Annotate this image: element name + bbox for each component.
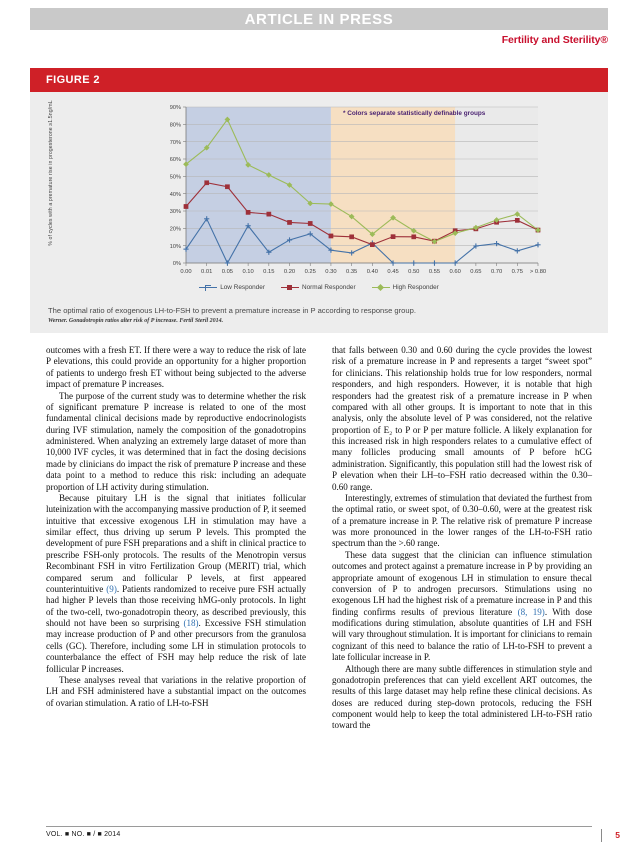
x-axis-tick-label: 0.25 bbox=[304, 269, 316, 275]
y-axis-tick-label: 50% bbox=[169, 174, 181, 181]
y-axis-tick-label: 10% bbox=[169, 243, 181, 250]
data-point bbox=[391, 235, 395, 239]
data-point bbox=[350, 235, 354, 239]
legend-swatch-icon bbox=[372, 284, 390, 291]
right-text-column bbox=[332, 345, 592, 732]
x-axis-tick-label: 0.55 bbox=[428, 269, 441, 275]
figure-body bbox=[30, 92, 608, 333]
y-axis-tick-label: 80% bbox=[169, 122, 181, 129]
chart bbox=[30, 98, 608, 303]
data-point bbox=[412, 235, 416, 239]
chart-band-high-ratio-group bbox=[455, 107, 538, 263]
chart-plot-area bbox=[30, 98, 608, 303]
y-axis-tick-label: 20% bbox=[169, 226, 181, 233]
x-axis-tick-label: 0.15 bbox=[263, 269, 275, 275]
citation-link[interactable]: (18) bbox=[183, 618, 199, 628]
legend-item-high-responder[interactable] bbox=[372, 284, 439, 291]
citation-link[interactable]: (8, 19) bbox=[517, 606, 545, 617]
left-text-column bbox=[46, 345, 306, 732]
y-axis-tick-label: 0% bbox=[172, 261, 181, 268]
x-axis-tick-label: 0.00 bbox=[180, 269, 192, 275]
chart-annotation-text: * Colors separate statistically definable groups bbox=[342, 110, 486, 117]
paragraph: These data suggest that the clinician can influence stimulation outcomes and protect against a premature increase in P by providing an appropriate amount of exogenous LH in stimulation to ensure thecal conversion of P to androgen precursors. Stimulations using no exogenous LH had the highest risk of a premature increase in P and this finding confirms results of previous literature (8, 19). With dose modifications during stimulation, absolute quantities of LH and FSH will vary throughout stimulation. It is important for clinicians to remain cognizant of this need to balance the ratio of LH-to-FSH to prevent a late follicular increase in P. bbox=[332, 549, 593, 663]
paragraph: that falls between 0.30 and 0.60 during the cycle provides the lowest risk of a premature increase in P and represents a target “sweet spot” for clinicians. This relationship holds true for low responders, normal responders, and high responders. However, it is notable that high responders had the greatest risk of a premature increase in P when compared with all other groups. It is important to note that in this analysis, only the absolute level of P was considered, not the relative proportion of E₂ to P or P per mature follicle. A likely explanation for this increased risk in high responders relates to a cumulative effect of many follicles producing small amounts of P before hCG administration. Significantly, this population still had the lowest risk of P elevation when their LH–to–FSH ratio decreased within the 0.30–0.60 range. bbox=[332, 345, 592, 492]
y-axis-tick-label: 70% bbox=[169, 139, 181, 146]
figure-credit: Werner. Gonadotropin ratios alter risk of P increase. Fertil Steril 2014. bbox=[48, 318, 224, 324]
paragraph: Although there are many subtle differences in stimulation style and gonadotropin preferences that can yield excellent ART outcomes, the results of this large dataset may help refine these clinical decisions. As doses are reduced during step-down protocols, reducing the FSH component would help to keep the total administered LH-to-FSH ratio toward the bbox=[332, 663, 592, 731]
footer-page-number: 5 bbox=[615, 830, 620, 840]
data-point bbox=[308, 221, 312, 225]
data-point bbox=[246, 210, 250, 214]
y-axis-tick-label: 60% bbox=[169, 157, 181, 164]
data-point bbox=[184, 204, 188, 208]
citation-link[interactable]: (9) bbox=[106, 583, 117, 594]
footer-divider bbox=[46, 826, 592, 827]
x-axis-tick-label: 0.05 bbox=[221, 269, 234, 275]
y-axis-tick-label: 30% bbox=[169, 209, 181, 216]
legend-label: Low Responder bbox=[220, 284, 265, 291]
data-point bbox=[267, 212, 271, 216]
paragraph: Because pituitary LH is the signal that initiates follicular luteinization with the accompanying massive production of P, it seemed intuitive that excessive exogenous LH in stimulation may have a similar effect, thus driving up serum P levels. This prompted the development of pure FSH preparations and a shift in clinical practice to prescribe FSH-only protocols. The results of the Menotropin versus Recombinant FSH in vitro Fertilization Group (MERIT) trial, which compared serum and follicular P levels, at first appeared counterintuitive (9). Patients randomized to receive pure FSH actually had higher P levels than those receiving hMG-only protocols. In light of the two-cell, two-gonadotropin theory, as described previously, this should not have been so surprising (18). Excessive FSH stimulation may increase production of P and other precursors from the granulosa cells (GC). Therefore, including some LH in stimulation protocols to counterbalance the effect of FSH may help reduce the risk of late follicular P increases. bbox=[46, 492, 306, 674]
x-axis-tick-label: 0.65 bbox=[470, 269, 482, 275]
paragraph: Interestingly, extremes of stimulation that deviated the furthest from the optimal ratio, or sweet spot, of 0.30–0.60, were at the greatest risk of a premature increase in P. The relative risk of premature P increase was more pronounced in the lower ranges of the LH-to-FSH ratio spectrum than the >.60 range. bbox=[332, 492, 592, 549]
chart-legend bbox=[30, 284, 608, 291]
x-axis-tick-label: 0.45 bbox=[387, 269, 399, 275]
running-head-text: ARTICLE IN PRESS bbox=[244, 10, 394, 28]
x-axis-tick-label: 0.10 bbox=[242, 269, 254, 275]
y-axis-tick-label: 40% bbox=[169, 191, 181, 198]
legend-label: High Responder bbox=[392, 284, 439, 291]
x-axis-tick-label: 0.30 bbox=[325, 269, 337, 275]
figure-block bbox=[30, 68, 608, 333]
running-head-bar bbox=[30, 8, 608, 30]
data-point bbox=[225, 185, 229, 189]
data-point bbox=[329, 234, 333, 238]
x-axis-tick-label: 0.35 bbox=[345, 269, 358, 275]
paragraph: These analyses reveal that variations in the relative proportion of LH and FSH administered have a substantial impact on the outcomes of ovarian stimulation. A ratio of LH-to-FSH bbox=[46, 674, 306, 708]
x-axis-tick-label: 0.40 bbox=[366, 269, 379, 275]
paragraph: outcomes with a fresh ET. If there were a way to reduce the risk of late P elevations, this could provide an opportunity for a higher proportion of patients to undergo fresh ET without being subjected to the adverse impact of premature P increases. bbox=[46, 345, 306, 390]
data-point bbox=[205, 181, 209, 185]
x-axis-tick-label: 0.20 bbox=[283, 269, 296, 275]
body-columns bbox=[46, 345, 592, 732]
footer-volume-line: VOL. ■ NO. ■ / ■ 2014 bbox=[46, 831, 121, 838]
x-axis-tick-label: > 0.80 bbox=[529, 269, 547, 275]
legend-swatch-icon bbox=[199, 284, 217, 291]
x-axis-tick-label: 0.60 bbox=[449, 269, 461, 275]
x-axis-tick-label: 0.75 bbox=[511, 269, 523, 275]
data-point bbox=[287, 220, 291, 224]
data-point bbox=[370, 243, 374, 247]
legend-item-low-responder[interactable] bbox=[199, 284, 265, 291]
data-point bbox=[515, 218, 519, 222]
legend-swatch-icon bbox=[281, 284, 299, 291]
figure-label-bar bbox=[30, 68, 608, 92]
x-axis-tick-label: 0.70 bbox=[490, 269, 503, 275]
footer-separator bbox=[601, 829, 602, 842]
figure-label-text: FIGURE 2 bbox=[46, 74, 100, 86]
y-axis-tick-label: 90% bbox=[169, 105, 181, 112]
legend-item-normal-responder[interactable] bbox=[281, 284, 356, 291]
x-axis-tick-label: 0.50 bbox=[408, 269, 420, 275]
chart-y-axis-label: % of cycles with a premature rise in progesterone ≥1.5ng/mL bbox=[48, 100, 54, 246]
paragraph: The purpose of the current study was to determine whether the risk of significant premature P increase is related to one of the most fundamental clinical decisions made by reproductive endocrinologists during IVF stimulation, namely the composition of the gonadotropins administered. When analyzing an extremely large dataset of more than 10,000 IVF cycles, it was determined that in fact the dosing decisions made by clinicians do impact the risk of premature P increase and these data point to a method to reduce this risk: including an adequate proportion of LH activity during stimulation. bbox=[46, 390, 306, 492]
x-axis-tick-label: 0.01 bbox=[201, 269, 213, 275]
legend-label: Normal Responder bbox=[301, 284, 356, 291]
journal-title: Fertility and Sterility® bbox=[501, 34, 608, 46]
figure-caption: The optimal ratio of exogenous LH-to-FSH to prevent a premature increase in P according to response group. bbox=[48, 306, 416, 315]
